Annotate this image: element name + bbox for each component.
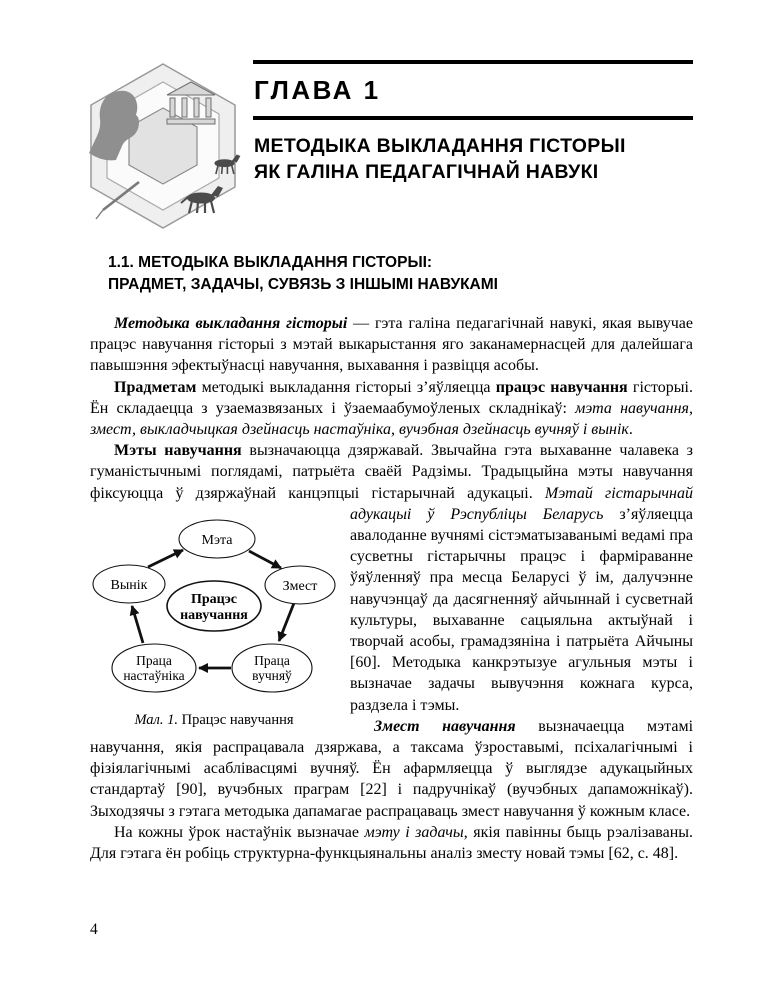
svg-text:Праца: Праца: [136, 652, 172, 668]
paragraph-1: [90, 313, 693, 377]
chapter-rule-bottom: [253, 116, 693, 120]
svg-text:Мэта: Мэта: [201, 532, 233, 548]
text-segment: методыкі выкладання гісторыі з’яўляецца: [196, 378, 496, 396]
chapter-title-line-1: МЕТОДЫКА ВЫКЛАДАННЯ ГІСТОРЫІ: [254, 135, 626, 157]
paragraph-5: [90, 822, 693, 864]
text-segment: Змест навучання: [374, 717, 516, 735]
text-segment: з’яўляецца авалоданне вучнямі сістэматызаванымі ведамі пра сусветны гістарычны працэс і фарміраванне ўяўленняў пра месца Беларусі ў ім, далучэнне навучэнцаў да дасягненняў айчыннай і сусветнай культуры, выхаванне сацыяльна актыўнай і творчай асобы, грамадзяніна і патрыёта Айчыны [60]. Методыка канкрэтызуе агульныя мэты і вызначае задачы вывучэння кожнага курса, раздзела і тэмы.: [350, 505, 694, 714]
text-segment: працэс навучання: [495, 378, 628, 396]
diagram-node-teacher: [112, 644, 196, 692]
process-diagram: [90, 508, 338, 706]
figure-caption-label: Мал. 1.: [134, 711, 179, 728]
page-body: [90, 252, 693, 864]
arrow-vynik-to-meta: [148, 550, 183, 567]
chapter-title-line-2: ЯК ГАЛІНА ПЕДАГАГІЧНАЙ НАВУКІ: [254, 161, 599, 183]
page-number: 4: [90, 921, 98, 938]
arrow-zmest-to-pupils: [279, 603, 294, 641]
section-heading: [108, 252, 693, 296]
diagram-node-zmest: [265, 566, 335, 604]
text-segment: вызначаюцца дзяржавай. Звычайна гэта выхаванне чалавека з гуманістычнымі поглядамі, патрыёта сваёй Радзімы. Традыцыйна мэты навучання фіксуюцца ў дзяржаўнай канцэпцыі гістарычнай адукацыі.: [90, 442, 693, 502]
text-segment: Мэтай гістарычнай адукацыі ў Рэспубліцы Беларусь: [350, 484, 693, 523]
text-segment: мэта навучання, змест, выкладчыцкая дзейнасць настаўніка, вучэбная дзейнасць вучняў і вынік: [90, 399, 693, 439]
diagram-node-center: [167, 581, 261, 631]
text-segment: гісторыі. Ён складаецца з узаемазвязаных і ўзаемаабумоўленых складнікаў:: [90, 378, 693, 417]
paragraph-2: [90, 377, 693, 441]
svg-text:настаўніка: настаўніка: [123, 667, 185, 683]
paragraph-3-wrap: [350, 485, 693, 714]
text-segment: Прадметам: [114, 378, 197, 396]
section-heading-line-1: 1.1. МЕТОДЫКА ВЫКЛАДАННЯ ГІСТОРЫІ:: [108, 254, 433, 271]
text-segment: , якія павінны быць рэалізаваны. Для гэтага ён робіць структурна-функцыянальны аналіз зместу новай тэмы [62, с. 48].: [90, 823, 694, 863]
chapter-title-block: [253, 60, 693, 237]
paragraph-4: [90, 716, 693, 822]
section-heading-line-2: ПРАДМЕТ, ЗАДАЧЫ, СУВЯЗЬ З ІНШЫМІ НАВУКАМІ: [108, 276, 498, 293]
text-segment: мэту і задачы: [364, 823, 464, 841]
chapter-header: [0, 60, 765, 237]
svg-text:навучання: навучання: [180, 607, 248, 623]
text-segment: Методыка выкладання гісторыі: [114, 315, 348, 332]
chapter-illustration: [73, 60, 253, 237]
svg-text:Праца: Праца: [254, 652, 290, 668]
chapter-title: [254, 133, 693, 185]
figure-caption: [90, 711, 338, 729]
diagram-node-vynik: [93, 565, 165, 603]
text-segment: Мэты навучання: [114, 442, 242, 460]
arrow-meta-to-zmest: [249, 551, 281, 568]
text-segment: .: [628, 421, 633, 439]
arrow-teacher-to-vynik: [132, 606, 143, 643]
svg-text:Змест: Змест: [282, 578, 318, 594]
diagram-node-pupils: [232, 644, 312, 692]
svg-text:вучняў: вучняў: [252, 667, 292, 683]
text-segment: На кожны ўрок настаўнік вызначае: [114, 823, 365, 841]
text-segment: — гэта галіна педагагічнай навукі, якая вывучае працэс навучання гісторыі з мэтай выкарыстання яго заканамернасцей для далейшага павышэння эфектыўнасці навучання, выхавання і развіцця асобы.: [90, 315, 694, 375]
svg-text:Працэс: Працэс: [190, 591, 238, 607]
figure-1: [90, 508, 338, 729]
hexagon-collage-icon: [73, 60, 253, 232]
figure-caption-text: Працэс навучання: [181, 711, 294, 728]
svg-text:Вынік: Вынік: [110, 577, 148, 593]
text-segment: вызначаецца мэтамі навучання, якія распрацавала дзяржава, а таксама ўзроставымі, псіхалагічнымі і фізіялагічнымі асаблівасцямі вучняў. Ён афармляецца ў выглядзе адукацыйных стандартаў [90], вучэбных праграм [22] і падручнікаў (вучэбных дапаможнікаў). Зыходзячы з гэтага методыка дапамагае распрацаваць змест навучання ў кожным класе.: [90, 717, 694, 820]
diagram-node-meta: [179, 520, 255, 558]
chapter-number: ГЛАВА 1: [254, 75, 381, 105]
